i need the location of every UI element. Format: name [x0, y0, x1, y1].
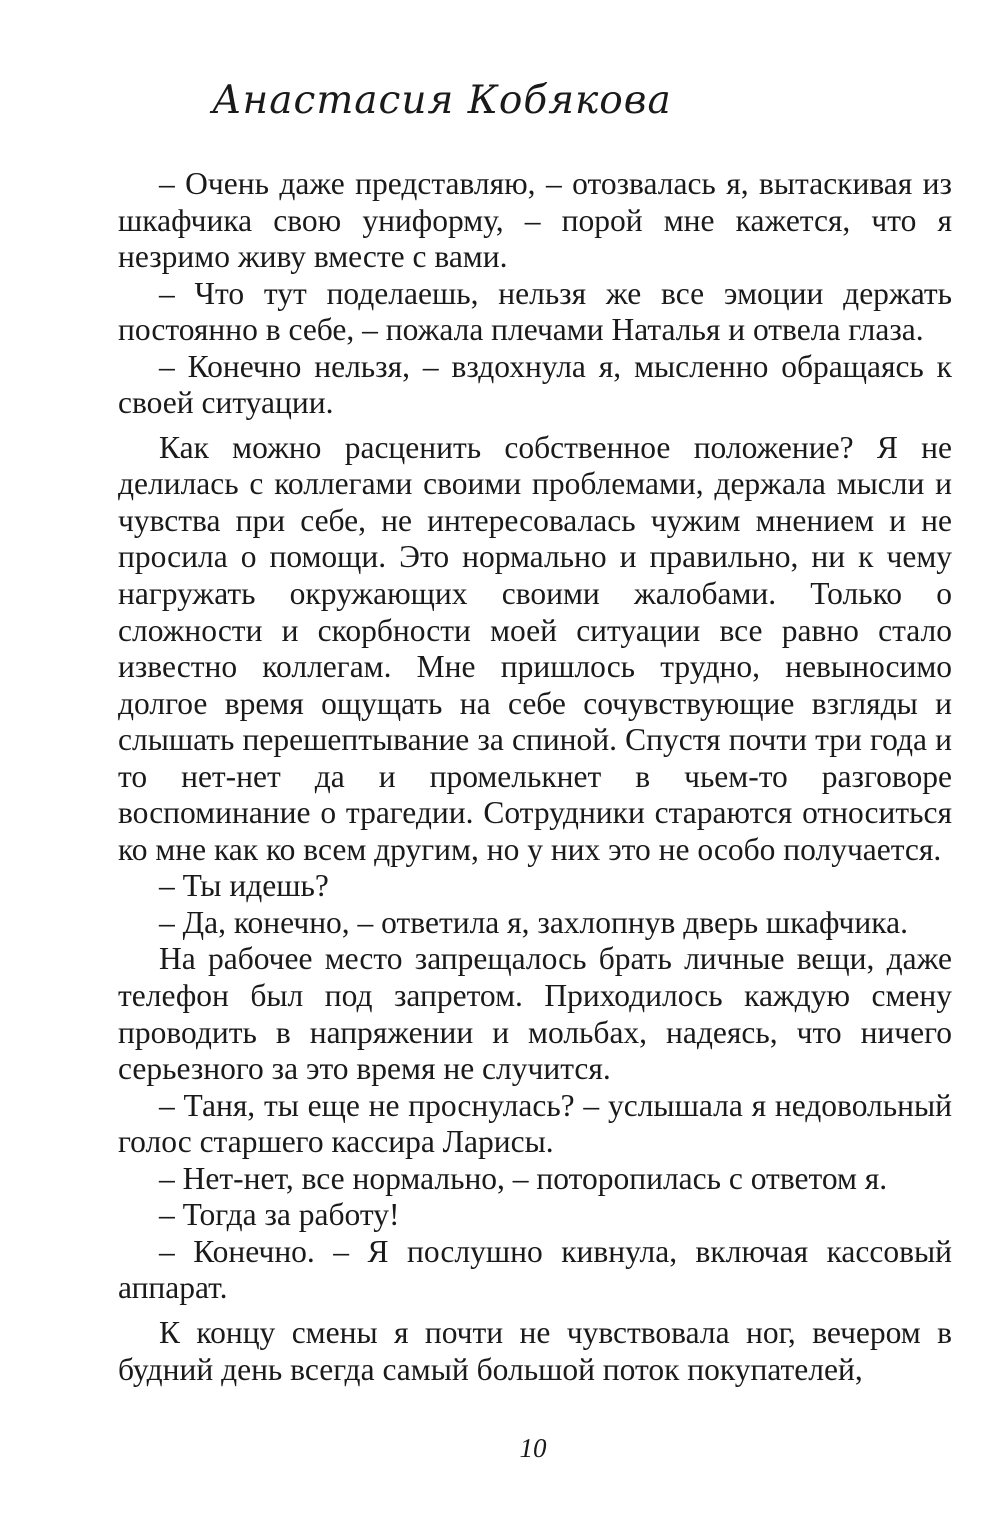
paragraph: – Да, конечно, – ответила я, захлопнув дверь шкафчика.: [159, 904, 908, 940]
paragraph: – Конечно. – Я послушно кивнула, включая кассовый аппарат.: [118, 1233, 952, 1306]
paragraph: – Тогда за работу!: [159, 1197, 400, 1233]
paragraph: К концу смены я почти не чувствовала ног, вечером в будний день всегда самый большой поток покупателей,: [118, 1314, 952, 1387]
page-number: 10: [519, 1433, 547, 1463]
paragraph: – Таня, ты еще не проснулась? – услышала я недовольный голос старшего кассира Ларисы.: [118, 1087, 952, 1160]
body-text: [118, 166, 952, 1388]
paragraph: – Нет-нет, все нормально, – поторопилась с ответом я.: [159, 1160, 888, 1196]
running-head-author: Анастасия Кобякова: [212, 78, 672, 123]
paragraph: – Ты идешь?: [159, 868, 329, 904]
paragraph: На рабочее место запрещалось брать личные вещи, даже телефон был под запретом. Приходилось каждую смену проводить в напряжении и мольбах, надеясь, что ничего серьезного за это время не случится.: [118, 941, 952, 1087]
paragraph: – Очень даже представляю, – отозвалась я, вытаскивая из шкафчика свою униформу, – порой мне кажется, что я незримо живу вместе с вами.: [118, 166, 952, 275]
paragraph: – Конечно нельзя, – вздохнула я, мысленно обращаясь к своей ситуации.: [118, 348, 952, 421]
paragraph: Как можно расценить собственное положение? Я не делилась с коллегами своими проблемами, держала мысли и чувства при себе, не интересовалась чужим мнением и не просила о помощи. Это нормально и правильно, ни к чему нагружать окружающих своими жалобами. Только о сложности и скорбности моей ситуации все равно стало известно коллегам. Мне пришлось трудно, невыносимо долгое время ощущать на себе сочувствующие взгляды и слышать перешептывание за спиной. Спустя почти три года и то нет-нет да и промелькнет в чьем-то разговоре воспоминание о трагедии. Сотрудники стараются относиться ко мне как ко всем другим, но у них это не особо получается.: [118, 429, 952, 867]
paragraph: – Что тут поделаешь, нельзя же все эмоции держать постоянно в себе, – пожала плечами Наталья и отвела глаза.: [118, 275, 952, 348]
